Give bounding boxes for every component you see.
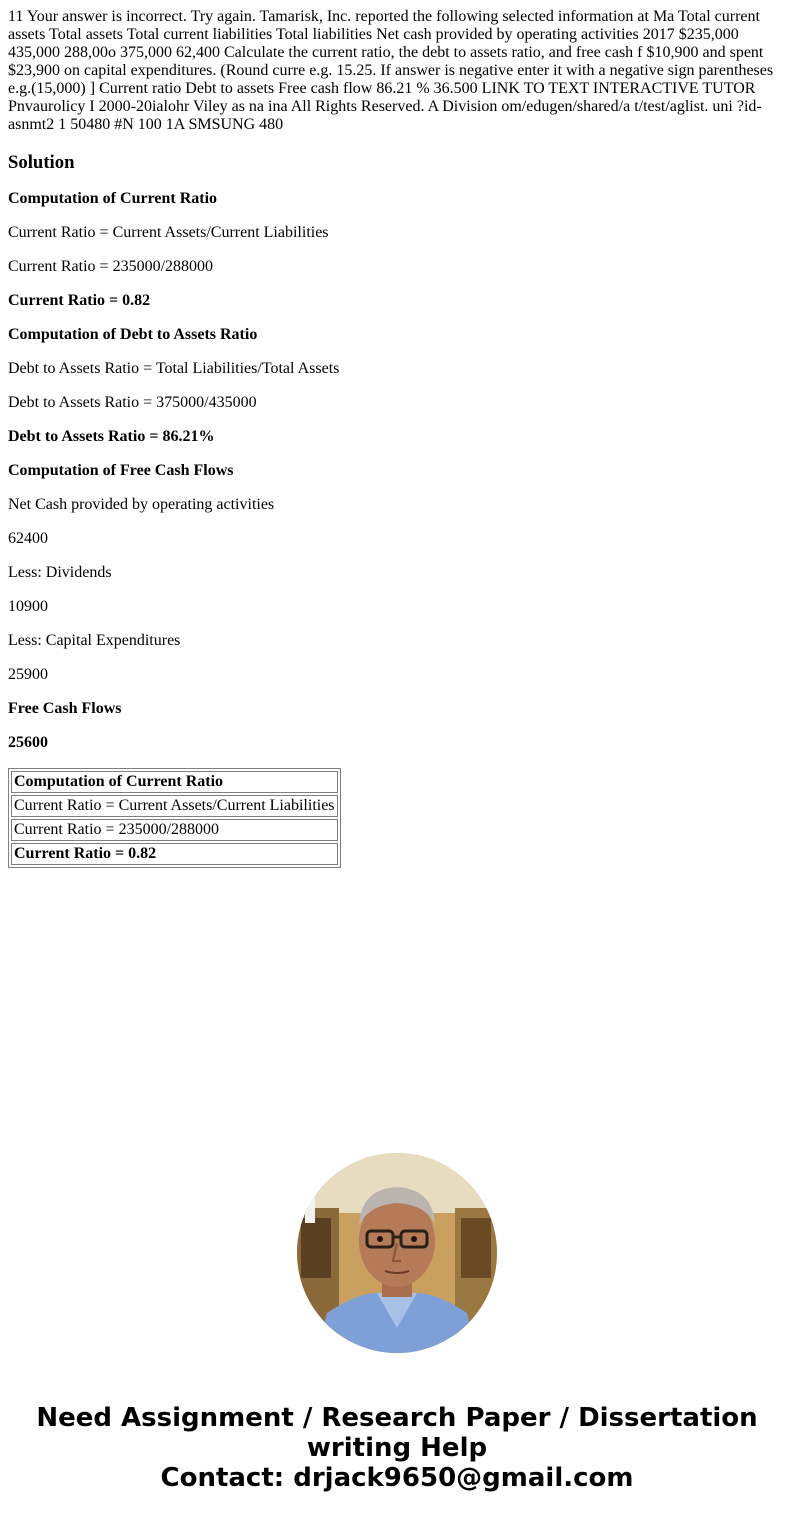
dividends-value: 10900: [8, 598, 48, 615]
table-cell: Current Ratio = 235000/288000: [11, 819, 338, 841]
table-row: [11, 819, 338, 841]
free-cash-total-value: 25600: [8, 734, 48, 751]
capex-value: 25900: [8, 666, 48, 683]
free-cash-total-label: Free Cash Flows: [8, 700, 122, 717]
current-ratio-substitution: Current Ratio = 235000/288000: [8, 258, 214, 275]
table-row: [11, 795, 338, 817]
debt-ratio-substitution: Debt to Assets Ratio = 375000/435000: [8, 394, 257, 411]
current-ratio-title: Computation of Current Ratio: [8, 190, 218, 207]
promo-line-1: Need Assignment / Research Paper / Dissertation: [36, 1403, 758, 1433]
operating-cash-label: Net Cash provided by operating activities: [8, 496, 275, 513]
capex-label: Less: Capital Expenditures: [8, 632, 181, 649]
current-ratio-formula: Current Ratio = Current Assets/Current Liabilities: [8, 224, 329, 241]
question-text: 11 Your answer is incorrect. Try again. Tamarisk, Inc. reported the following selected information at Ma Total current assets Total assets Total current liabilities Total liabilities Net cash provided by operating activities 2017 $235,000 435,000 288,00o 375,000 62,400 Calculate the current ratio, the debt to assets ratio, and free cash f $10,900 and spent $23,900 on capital expenditures. (Round curre e.g. 15.25. If answer is negative enter it with a negative sign parentheses e.g.(15,000) ] Current ratio Debt to assets Free cash flow 86.21 % 36.500 LINK TO TEXT INTERACTIVE TUTOR Pnvaurolicy I 2000-20ialohr Viley as na ina All Rights Reserved. A Division om/edugen/shared/a t/test/aglist. uni ?id-asnmt2 1 50480 #N 100 1A SMSUNG 480: [8, 8, 774, 133]
debt-ratio-result: Debt to Assets Ratio = 86.21%: [8, 428, 215, 445]
operating-cash-value: 62400: [8, 530, 48, 547]
debt-ratio-formula: Debt to Assets Ratio = Total Liabilities/Total Assets: [8, 360, 340, 377]
table-cell: Computation of Current Ratio: [11, 771, 338, 793]
promo-contact: Contact: drjack9650@gmail.com: [160, 1463, 634, 1493]
table-row: [11, 771, 338, 793]
current-ratio-result: Current Ratio = 0.82: [8, 292, 151, 309]
table-cell: Current Ratio = Current Assets/Current Liabilities: [11, 795, 338, 817]
dividends-label: Less: Dividends: [8, 564, 112, 581]
free-cash-title: Computation of Free Cash Flows: [8, 462, 234, 479]
document-body: [8, 8, 786, 868]
recap-table: [8, 768, 341, 868]
table-cell: Current Ratio = 0.82: [11, 843, 338, 865]
portrait-image: [297, 1153, 497, 1353]
solution-heading: Solution: [8, 152, 75, 173]
author-avatar: [297, 1153, 497, 1353]
table-row: [11, 843, 338, 865]
promo-line-2: writing Help: [306, 1433, 488, 1463]
promo-banner: [0, 1403, 794, 1493]
debt-ratio-title: Computation of Debt to Assets Ratio: [8, 326, 258, 343]
